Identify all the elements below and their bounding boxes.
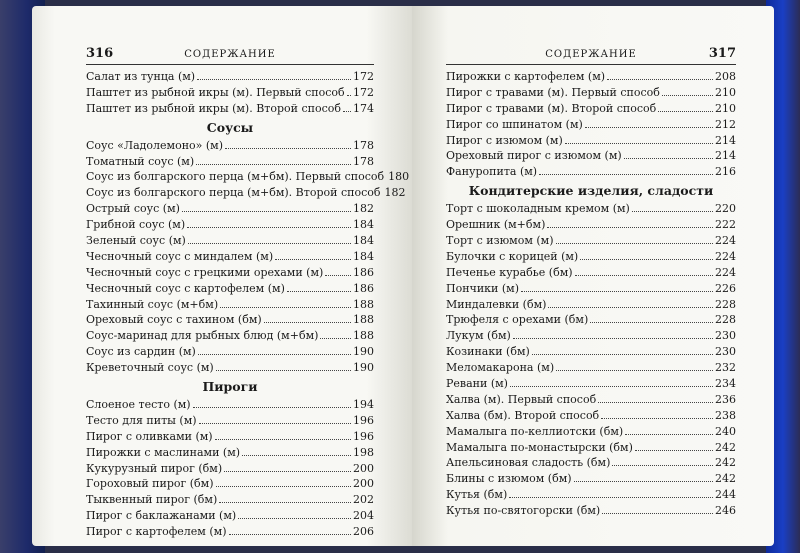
toc-entry-page: 210 <box>715 85 736 99</box>
left-page-header-title: СОДЕРЖАНИЕ <box>184 49 276 60</box>
toc-entry-title: Печенье курабье (бм) <box>446 265 573 279</box>
toc-leader-dots <box>612 455 713 466</box>
toc-entry <box>86 297 374 313</box>
toc-entry-title: Гороховый пирог (бм) <box>86 477 214 491</box>
toc-entry <box>446 217 736 233</box>
toc-entry-title: Блины с изюмом (бм) <box>446 472 572 486</box>
toc-entry-page: 240 <box>715 424 736 438</box>
section-title-sauces: Соусы <box>206 119 254 135</box>
toc-leader-dots <box>625 424 713 435</box>
toc-leader-dots <box>574 471 713 482</box>
toc-entry <box>446 265 736 281</box>
toc-entry-page: 200 <box>353 477 374 491</box>
toc-entry-title: Апельсиновая сладость (бм) <box>446 456 611 470</box>
toc-leader-dots <box>238 508 351 519</box>
toc-leader-dots <box>513 328 713 339</box>
toc-entry-page: 172 <box>353 70 374 83</box>
toc-entry-title: Зеленый соус (м) <box>86 234 186 248</box>
toc-entry <box>86 69 374 85</box>
toc-leader-dots <box>539 164 713 175</box>
toc-leader-dots <box>193 397 351 408</box>
toc-entry-page: 246 <box>715 504 736 518</box>
toc-entry <box>86 413 374 429</box>
toc-leader-dots <box>224 461 351 472</box>
toc-entry-page: 230 <box>715 345 736 359</box>
toc-entry-page: 182 <box>353 202 374 216</box>
toc-leader-dots <box>598 392 713 403</box>
toc-entry <box>86 397 374 413</box>
toc-entry-page: 222 <box>715 218 736 232</box>
toc-entry-title: Тахинный соус (м+бм) <box>86 297 219 311</box>
toc-leader-dots <box>585 117 713 128</box>
toc-entry <box>86 265 374 281</box>
toc-entry-title: Чесночный соус с картофелем (м) <box>86 281 285 295</box>
toc-entry-title: Торт с шоколадным кремом (м) <box>446 202 630 216</box>
toc-entry-page: 212 <box>715 117 736 131</box>
toc-leader-dots <box>632 201 713 212</box>
toc-entry <box>446 440 736 456</box>
left-toc-pies-list <box>86 397 374 540</box>
right-page-header-title: СОДЕРЖАНИЕ <box>545 49 637 60</box>
toc-entry <box>446 69 736 85</box>
toc-entry-title: Пирог с травами (м). Первый способ <box>446 85 660 99</box>
toc-entry-page: 210 <box>715 101 736 115</box>
toc-entry-title: Пирог с травами (м). Второй способ <box>446 101 657 115</box>
toc-entry-title: Тесто для питы (м) <box>86 413 197 427</box>
toc-entry-title: Торт с изюмом (м) <box>446 234 554 248</box>
toc-entry-title: Меломакарона (м) <box>446 361 555 375</box>
toc-entry <box>446 85 736 101</box>
toc-entry-page: 178 <box>353 154 374 168</box>
left-page <box>32 6 412 546</box>
toc-entry <box>446 281 736 297</box>
toc-entry-title: Тыквенный пирог (бм) <box>86 493 218 507</box>
toc-entry <box>446 312 736 328</box>
toc-leader-dots <box>325 265 351 276</box>
toc-leader-dots <box>624 148 713 159</box>
toc-entry-title: Трюфеля с орехами (бм) <box>446 313 589 327</box>
left-page-header <box>86 46 374 65</box>
toc-leader-dots <box>521 281 713 292</box>
section-title-pies: Пироги <box>202 379 258 395</box>
toc-leader-dots <box>547 217 713 228</box>
toc-entry <box>446 424 736 440</box>
toc-entry-page: 172 <box>353 85 374 99</box>
toc-entry-page: 206 <box>353 525 374 539</box>
right-page <box>412 6 774 546</box>
toc-entry <box>446 471 736 487</box>
toc-leader-dots <box>275 249 351 260</box>
toc-leader-dots <box>556 360 713 371</box>
toc-entry-title: Халва (м). Первый способ <box>446 392 597 406</box>
toc-entry <box>86 524 374 540</box>
toc-entry-title: Соус «Ладолемоно» (м) <box>86 138 224 152</box>
toc-entry-title: Томатный соус (м) <box>86 154 195 168</box>
toc-entry-page: 232 <box>715 361 736 375</box>
toc-entry-title: Ореховый пирог с изюмом (м) <box>446 149 622 163</box>
toc-entry-page: 184 <box>353 249 374 263</box>
toc-entry-page: 196 <box>353 429 374 443</box>
toc-entry-title: Кутья по-святогорски (бм) <box>446 504 601 518</box>
toc-leader-dots <box>343 101 351 112</box>
right-page-header <box>446 46 736 65</box>
right-toc-top-list <box>446 69 736 180</box>
toc-entry <box>446 133 736 149</box>
toc-entry-page: 186 <box>353 265 374 279</box>
toc-entry <box>86 233 374 249</box>
toc-entry-page: 228 <box>715 297 736 311</box>
toc-entry <box>446 101 736 117</box>
toc-entry-page: 228 <box>715 313 736 327</box>
toc-entry-page: 214 <box>715 133 736 147</box>
toc-entry-page: 188 <box>353 329 374 343</box>
toc-entry-page: 184 <box>353 234 374 248</box>
toc-leader-dots <box>215 429 351 440</box>
toc-entry <box>86 169 410 185</box>
toc-entry-title: Пирог со шпинатом (м) <box>446 117 583 131</box>
toc-entry-page: 180 <box>388 170 410 184</box>
toc-entry-page: 224 <box>715 234 736 248</box>
toc-leader-dots <box>220 297 351 308</box>
toc-entry-title: Соус-маринад для рыбных блюд (м+бм) <box>86 329 319 343</box>
toc-entry <box>446 201 736 217</box>
toc-leader-dots <box>532 344 713 355</box>
toc-entry <box>446 360 736 376</box>
left-toc-top-list <box>86 69 374 117</box>
toc-entry <box>446 455 736 471</box>
toc-entry-page: 220 <box>715 202 736 216</box>
toc-entry-title: Соус из сардин (м) <box>86 345 196 359</box>
toc-leader-dots <box>225 138 351 149</box>
toc-entry-page: 196 <box>353 413 374 427</box>
toc-entry-page: 214 <box>715 149 736 163</box>
toc-entry-title: Миндалевки (бм) <box>446 297 547 311</box>
toc-leader-dots <box>216 476 351 487</box>
toc-entry <box>446 376 736 392</box>
toc-entry <box>446 249 736 265</box>
toc-entry-page: 178 <box>353 138 374 152</box>
toc-entry <box>86 281 374 297</box>
toc-entry <box>446 408 736 424</box>
toc-leader-dots <box>188 233 351 244</box>
toc-entry-page: 244 <box>715 488 736 502</box>
toc-entry-page: 190 <box>353 361 374 375</box>
toc-entry-title: Соус из болгарского перца (м+бм). Второй способ <box>86 186 381 200</box>
toc-entry <box>86 476 374 492</box>
toc-leader-dots <box>187 217 351 228</box>
toc-entry <box>86 85 374 101</box>
toc-entry <box>86 492 374 508</box>
toc-entry-title: Кукурузный пирог (бм) <box>86 461 223 475</box>
toc-entry <box>446 148 736 164</box>
toc-entry-page: 230 <box>715 329 736 343</box>
toc-leader-dots <box>575 265 713 276</box>
toc-entry-title: Соус из болгарского перца (м+бм). Первый способ <box>86 170 385 184</box>
toc-entry <box>86 344 374 360</box>
toc-entry-title: Лукум (бм) <box>446 329 511 343</box>
toc-entry <box>446 233 736 249</box>
toc-leader-dots <box>590 312 713 323</box>
toc-entry-page: 174 <box>353 101 374 115</box>
toc-entry-title: Пончики (м) <box>446 281 519 295</box>
toc-entry-title: Паштет из рыбной икры (м). Второй способ <box>86 101 342 115</box>
toc-leader-dots <box>662 85 713 96</box>
toc-entry-page: 202 <box>353 493 374 507</box>
toc-leader-dots <box>601 408 713 419</box>
toc-entry-title: Пирожки с картофелем (м) <box>446 70 606 83</box>
toc-leader-dots <box>607 69 713 80</box>
toc-entry-page: 226 <box>715 281 736 295</box>
toc-leader-dots <box>242 445 351 456</box>
toc-leader-dots <box>287 281 351 292</box>
toc-entry-page: 182 <box>384 186 406 200</box>
toc-entry-title: Ореховый соус с тахином (бм) <box>86 313 262 327</box>
toc-leader-dots <box>229 524 352 535</box>
toc-leader-dots <box>548 297 713 308</box>
toc-entry <box>446 164 736 180</box>
toc-entry <box>446 392 736 408</box>
toc-entry-title: Чесночный соус с грецкими орехами (м) <box>86 265 324 279</box>
toc-entry-page: 188 <box>353 297 374 311</box>
toc-leader-dots <box>216 360 351 371</box>
toc-entry <box>86 445 374 461</box>
toc-entry <box>86 138 374 154</box>
toc-entry-title: Халва (бм). Второй способ <box>446 408 600 422</box>
toc-entry <box>446 344 736 360</box>
toc-entry-title: Чесночный соус с миндалем (м) <box>86 249 274 263</box>
toc-entry-title: Пирог с оливками (м) <box>86 429 213 443</box>
toc-entry-page: 242 <box>715 456 736 470</box>
toc-entry-title: Салат из тунца (м) <box>86 70 196 83</box>
toc-leader-dots <box>509 487 713 498</box>
toc-entry-page: 242 <box>715 440 736 454</box>
toc-entry-title: Мамалыга по-келлиотски (бм) <box>446 424 624 438</box>
toc-leader-dots <box>635 440 713 451</box>
toc-entry-title: Острый соус (м) <box>86 202 180 216</box>
toc-entry-page: 198 <box>353 445 374 459</box>
toc-entry <box>446 117 736 133</box>
right-toc-confectionery-list <box>446 201 736 519</box>
toc-entry-page: 188 <box>353 313 374 327</box>
toc-leader-dots <box>199 413 351 424</box>
section-title-confectionery: Кондитерские изделия, сладости <box>468 183 714 199</box>
toc-entry-page: 194 <box>353 398 374 412</box>
toc-entry <box>86 328 374 344</box>
toc-entry-page: 186 <box>353 281 374 295</box>
toc-leader-dots <box>320 328 351 339</box>
toc-leader-dots <box>182 201 351 212</box>
toc-entry <box>86 461 374 477</box>
toc-entry-title: Козинаки (бм) <box>446 345 530 359</box>
toc-entry <box>446 297 736 313</box>
toc-leader-dots <box>556 233 713 244</box>
toc-entry-title: Слоеное тесто (м) <box>86 398 191 412</box>
toc-entry <box>86 360 374 376</box>
toc-entry-title: Грибной соус (м) <box>86 218 186 232</box>
toc-entry-page: 190 <box>353 345 374 359</box>
toc-entry-title: Ревани (м) <box>446 377 508 391</box>
toc-leader-dots <box>580 249 713 260</box>
toc-leader-dots <box>347 85 351 96</box>
toc-entry <box>86 185 406 201</box>
toc-entry <box>86 101 374 117</box>
toc-entry-title: Мамалыга по-монастырски (бм) <box>446 440 633 454</box>
toc-entry-page: 224 <box>715 265 736 279</box>
toc-entry-page: 238 <box>715 408 736 422</box>
toc-leader-dots <box>565 133 713 144</box>
toc-leader-dots <box>510 376 713 387</box>
toc-entry-page: 200 <box>353 461 374 475</box>
toc-entry-title: Пирог с изюмом (м) <box>446 133 563 147</box>
toc-entry <box>446 487 736 503</box>
toc-entry-page: 184 <box>353 218 374 232</box>
toc-entry-title: Кутья (бм) <box>446 488 508 502</box>
toc-leader-dots <box>196 154 351 165</box>
left-toc-sauces-list <box>86 138 410 376</box>
toc-entry-title: Пирог с картофелем (м) <box>86 525 227 539</box>
toc-entry <box>86 217 374 233</box>
toc-entry-page: 224 <box>715 249 736 263</box>
toc-leader-dots <box>602 503 713 514</box>
toc-entry-page: 216 <box>715 165 736 179</box>
toc-entry-title: Креветочный соус (м) <box>86 361 214 375</box>
toc-entry <box>86 312 374 328</box>
toc-leader-dots <box>219 492 351 503</box>
toc-entry-page: 234 <box>715 377 736 391</box>
toc-entry <box>86 508 374 524</box>
left-page-number: 316 <box>86 46 114 61</box>
toc-entry <box>86 249 374 265</box>
toc-entry-title: Орешник (м+бм) <box>446 218 546 232</box>
toc-leader-dots <box>264 312 351 323</box>
toc-entry-title: Пирог с баклажанами (м) <box>86 509 237 523</box>
toc-entry-page: 242 <box>715 472 736 486</box>
toc-entry <box>86 201 374 217</box>
toc-entry <box>446 503 736 519</box>
toc-entry <box>446 328 736 344</box>
toc-entry-title: Пирожки с маслинами (м) <box>86 445 241 459</box>
right-page-number: 317 <box>708 46 736 61</box>
toc-entry-page: 204 <box>353 509 374 523</box>
toc-leader-dots <box>197 69 351 80</box>
toc-entry-page: 208 <box>715 70 736 83</box>
toc-leader-dots <box>198 344 351 355</box>
toc-entry <box>86 429 374 445</box>
toc-entry <box>86 154 374 170</box>
toc-leader-dots <box>658 101 713 112</box>
toc-entry-title: Паштет из рыбной икры (м). Первый способ <box>86 85 345 99</box>
toc-entry-page: 236 <box>715 392 736 406</box>
toc-entry-title: Булочки с корицей (м) <box>446 249 579 263</box>
toc-entry-title: Фануропита (м) <box>446 165 538 179</box>
